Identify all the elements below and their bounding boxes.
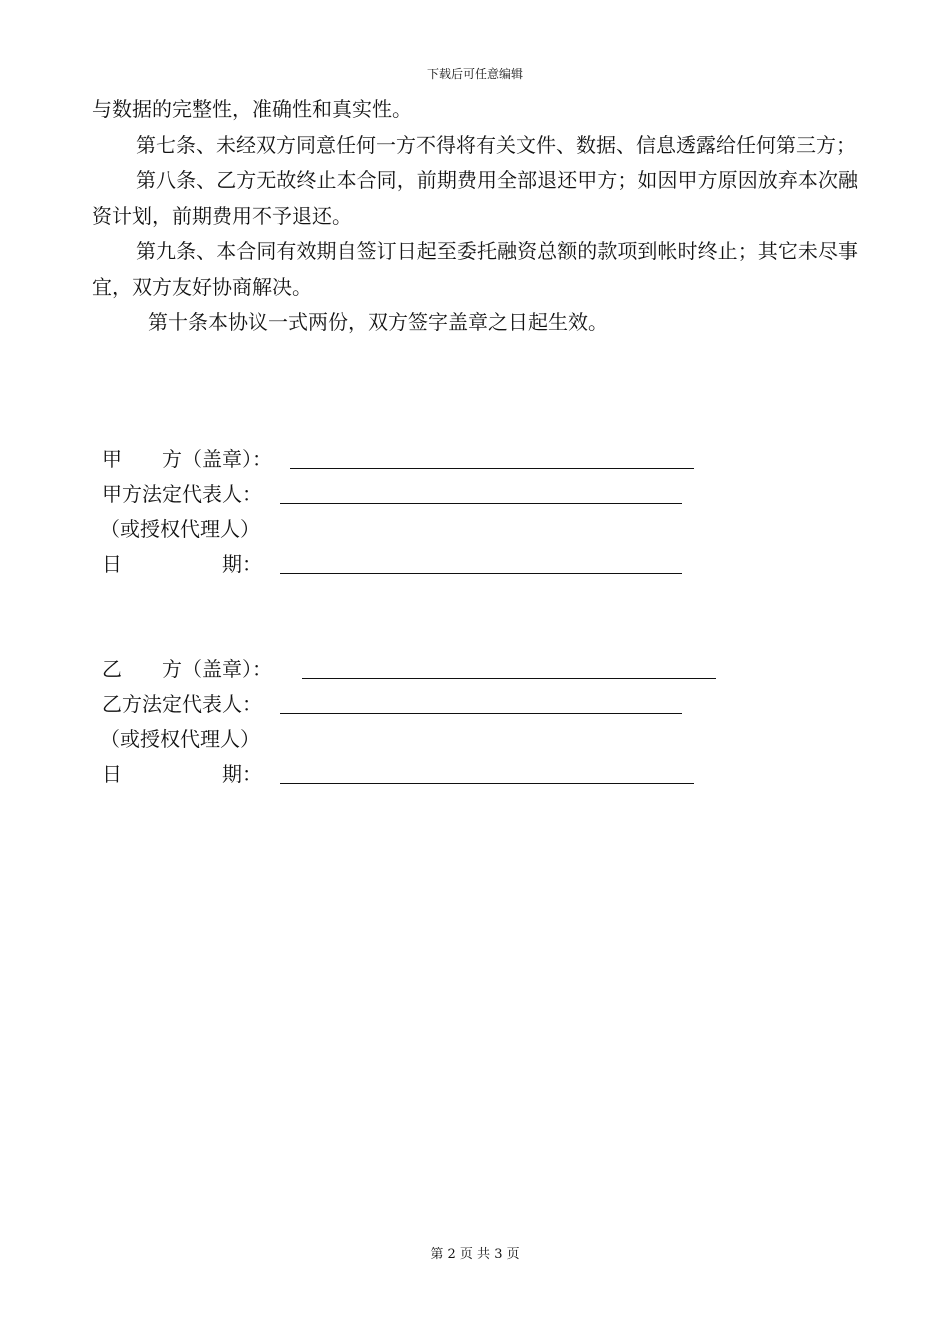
article-7: 第七条、未经双方同意任何一方不得将有关文件、数据、信息透露给任何第三方； — [136, 132, 856, 157]
party-b-rep-line[interactable] — [280, 713, 682, 714]
article-10: 第十条本协议一式两份，双方签字盖章之日起生效。 — [148, 310, 608, 334]
party-a-seal-label: 甲 方（盖章）： — [102, 447, 272, 471]
party-a-rep-line[interactable] — [280, 503, 682, 504]
party-b-agent-label: （或授权代理人） — [100, 727, 260, 751]
party-a-date-label: 日 期： — [102, 552, 262, 576]
party-b-seal-line[interactable] — [302, 678, 716, 679]
party-a-rep-label: 甲方法定代表人： — [102, 482, 262, 506]
article-8: 第八条、乙方无故终止本合同，前期费用全部退还甲方；如因甲方原因放弃本次融资计划，前期费用不予退还。 — [92, 168, 858, 228]
contract-body — [92, 92, 858, 341]
party-b-date-line[interactable] — [280, 783, 694, 784]
party-b-rep-label: 乙方法定代表人： — [102, 692, 262, 716]
page-header: 下载后可任意编辑 — [426, 67, 523, 81]
party-b-seal-label: 乙 方（盖章）： — [102, 657, 272, 681]
party-a-agent-label: （或授权代理人） — [100, 517, 260, 541]
page-footer: 第 2 页 共 3 页 — [430, 1247, 520, 1262]
party-b-date-label: 日 期： — [102, 762, 262, 786]
party-a-date-line[interactable] — [280, 573, 682, 574]
paragraph-continuation: 与数据的完整性，准确性和真实性。 — [92, 97, 412, 121]
article-9: 第九条、本合同有效期自签订日起至委托融资总额的款项到帐时终止；其它未尽事宜，双方友好协商解决。 — [92, 239, 858, 299]
party-a-seal-line[interactable] — [290, 468, 694, 469]
